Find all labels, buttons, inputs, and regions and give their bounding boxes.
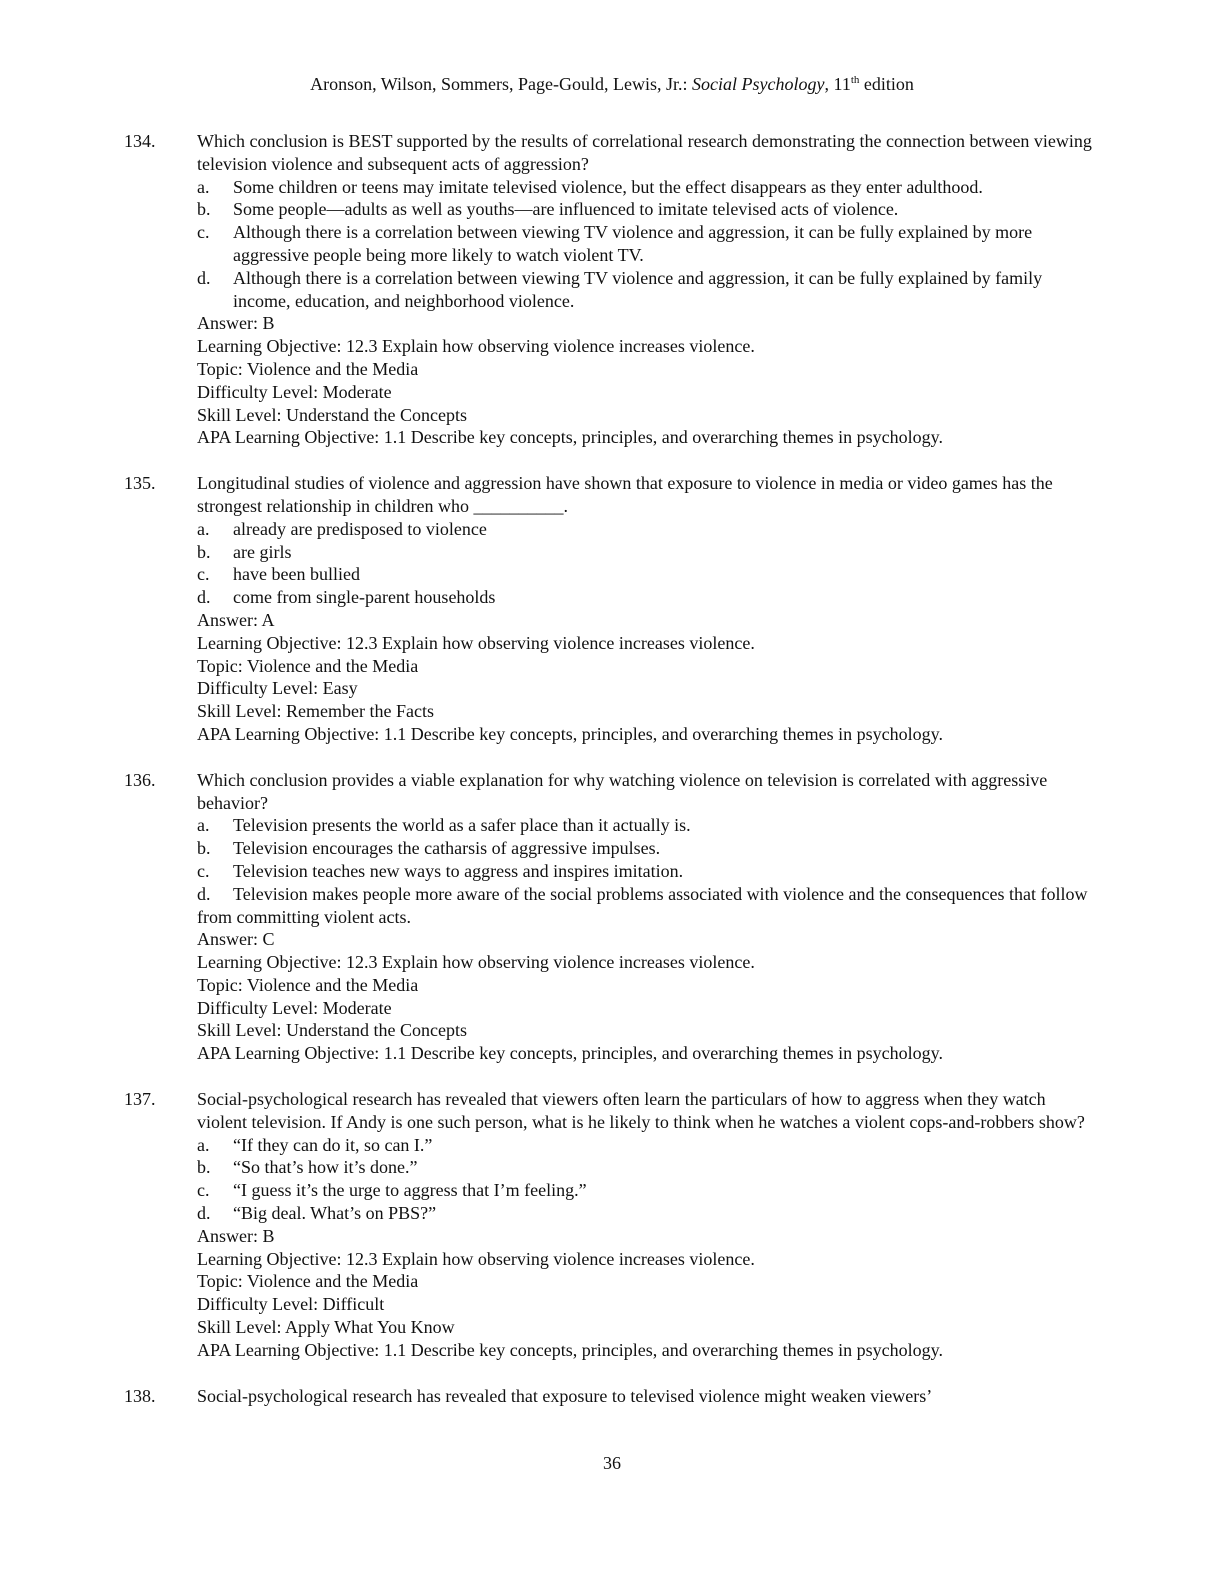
option-letter: b. <box>197 1157 211 1178</box>
option-text: “If they can do it, so can I.” <box>233 1134 433 1155</box>
option-text: “Big deal. What’s on PBS?” <box>233 1203 437 1224</box>
option-letter: d. <box>197 267 211 288</box>
option-d <box>197 883 1094 929</box>
option-text: Although there is a correlation between viewing TV violence and aggression, it can be fully explained by more aggressive people being more likely to watch violent TV. <box>233 222 1033 265</box>
question-number: 134. <box>124 131 156 151</box>
option-text: Although there is a correlation between viewing TV violence and aggression, it can be fully explained by family income, education, and neighborhood violence. <box>233 267 1043 311</box>
option-letter: c. <box>197 860 210 881</box>
apa-learning-objective: APA Learning Objective: 1.1 Describe key concepts, principles, and overarching themes in psychology. <box>197 1339 943 1360</box>
option-letter: a. <box>197 1134 210 1155</box>
skill-level: Skill Level: Apply What You Know <box>197 1317 455 1338</box>
question-stem: Social-psychological research has revealed that viewers often learn the particulars of how to aggress when they watch violent television. If Andy is one such person, what is he likely to think when he watches a violent cops-and-robbers show? <box>197 1089 1085 1132</box>
question-list <box>124 130 1094 1430</box>
difficulty-level: Difficulty Level: Moderate <box>197 997 392 1018</box>
topic: Topic: Violence and the Media <box>197 655 419 676</box>
option-text: come from single-parent households <box>233 587 496 608</box>
option-text: Television presents the world as a safer place than it actually is. <box>233 815 691 836</box>
option-letter: a. <box>197 815 210 836</box>
option-text: have been bullied <box>233 564 360 585</box>
option-text: “So that’s how it’s done.” <box>233 1157 418 1178</box>
question-stem: Which conclusion is BEST supported by the results of correlational research demonstrating the connection between viewing television violence and subsequent acts of aggression? <box>197 131 1092 174</box>
question-137 <box>124 1088 1094 1362</box>
learning-objective: Learning Objective: 12.3 Explain how observing violence increases violence. <box>197 952 755 973</box>
option-text: “I guess it’s the urge to aggress that I’m feeling.” <box>233 1180 587 1201</box>
skill-level: Skill Level: Understand the Concepts <box>197 404 467 425</box>
option-letter: b. <box>197 541 211 562</box>
answer: Answer: C <box>197 929 275 950</box>
option-letter: d. <box>197 883 211 904</box>
header-authors: Aronson, Wilson, Sommers, Page-Gould, Lewis, Jr.: <box>310 74 693 94</box>
option-c <box>197 221 1094 267</box>
page-number: 36 <box>603 1453 621 1473</box>
option-letter: b. <box>197 199 211 220</box>
question-stem: Social-psychological research has revealed that exposure to televised violence might weaken viewers’ <box>197 1385 933 1406</box>
option-b <box>197 198 1094 221</box>
question-138 <box>124 1385 1094 1408</box>
option-text: already are predisposed to violence <box>233 518 487 539</box>
question-136 <box>124 769 1094 1065</box>
option-c <box>197 563 1094 586</box>
option-a <box>197 176 1094 199</box>
option-text: Some children or teens may imitate televised violence, but the effect disappears as they enter adulthood. <box>233 176 983 197</box>
option-a <box>197 1134 1094 1157</box>
question-number: 137. <box>124 1089 156 1110</box>
option-d <box>197 267 1094 313</box>
option-text: Television makes people more aware of the social problems associated with violence and the consequences that follow from committing violent acts. <box>197 883 1088 927</box>
topic: Topic: Violence and the Media <box>197 1271 419 1292</box>
option-a <box>197 814 1094 837</box>
question-134 <box>124 130 1094 449</box>
learning-objective: Learning Objective: 12.3 Explain how observing violence increases violence. <box>197 632 755 653</box>
option-d <box>197 586 1094 609</box>
option-letter: d. <box>197 587 211 608</box>
skill-level: Skill Level: Understand the Concepts <box>197 1020 467 1041</box>
option-text: are girls <box>233 541 292 562</box>
option-text: Television teaches new ways to aggress and inspires imitation. <box>233 860 684 881</box>
apa-learning-objective: APA Learning Objective: 1.1 Describe key concepts, principles, and overarching themes in psychology. <box>197 723 943 744</box>
answer: Answer: B <box>197 313 275 334</box>
option-letter: c. <box>197 1180 210 1201</box>
option-c <box>197 860 1094 883</box>
option-text: Television encourages the catharsis of aggressive impulses. <box>233 838 661 859</box>
option-d <box>197 1202 1094 1225</box>
option-letter: a. <box>197 518 210 539</box>
answer: Answer: B <box>197 1225 275 1246</box>
apa-learning-objective: APA Learning Objective: 1.1 Describe key concepts, principles, and overarching themes in psychology. <box>197 1043 943 1064</box>
question-number: 138. <box>124 1385 156 1406</box>
header-edition-number: , 11 <box>824 74 851 94</box>
question-stem: Which conclusion provides a viable explanation for why watching violence on television is correlated with aggressive behavior? <box>197 769 1048 813</box>
question-number: 136. <box>124 769 156 790</box>
running-header <box>0 72 1224 96</box>
difficulty-level: Difficulty Level: Moderate <box>197 381 392 402</box>
difficulty-level: Difficulty Level: Easy <box>197 678 358 699</box>
option-letter: d. <box>197 1203 211 1224</box>
apa-learning-objective: APA Learning Objective: 1.1 Describe key concepts, principles, and overarching themes in psychology. <box>197 427 943 448</box>
header-edition-word: edition <box>859 74 914 94</box>
question-number: 135. <box>124 473 156 494</box>
option-text: Some people—adults as well as youths—are influenced to imitate televised acts of violence. <box>233 199 899 220</box>
option-c <box>197 1179 1094 1202</box>
option-a <box>197 518 1094 541</box>
difficulty-level: Difficulty Level: Difficult <box>197 1294 385 1315</box>
topic: Topic: Violence and the Media <box>197 974 419 995</box>
topic: Topic: Violence and the Media <box>197 358 419 379</box>
option-b <box>197 837 1094 860</box>
header-book-title: Social Psychology <box>692 74 825 94</box>
header-edition-suffix: th <box>850 74 860 86</box>
option-letter: b. <box>197 838 211 859</box>
option-letter: c. <box>197 222 210 243</box>
question-135 <box>124 472 1094 746</box>
skill-level: Skill Level: Remember the Facts <box>197 701 434 722</box>
option-b <box>197 1156 1094 1179</box>
answer: Answer: A <box>197 609 275 630</box>
learning-objective: Learning Objective: 12.3 Explain how observing violence increases violence. <box>197 336 755 357</box>
option-letter: a. <box>197 176 210 197</box>
option-letter: c. <box>197 564 210 585</box>
learning-objective: Learning Objective: 12.3 Explain how observing violence increases violence. <box>197 1248 755 1269</box>
question-stem: Longitudinal studies of violence and aggression have shown that exposure to violence in media or video games has the strongest relationship in children who __________. <box>197 473 1053 516</box>
option-b <box>197 541 1094 564</box>
